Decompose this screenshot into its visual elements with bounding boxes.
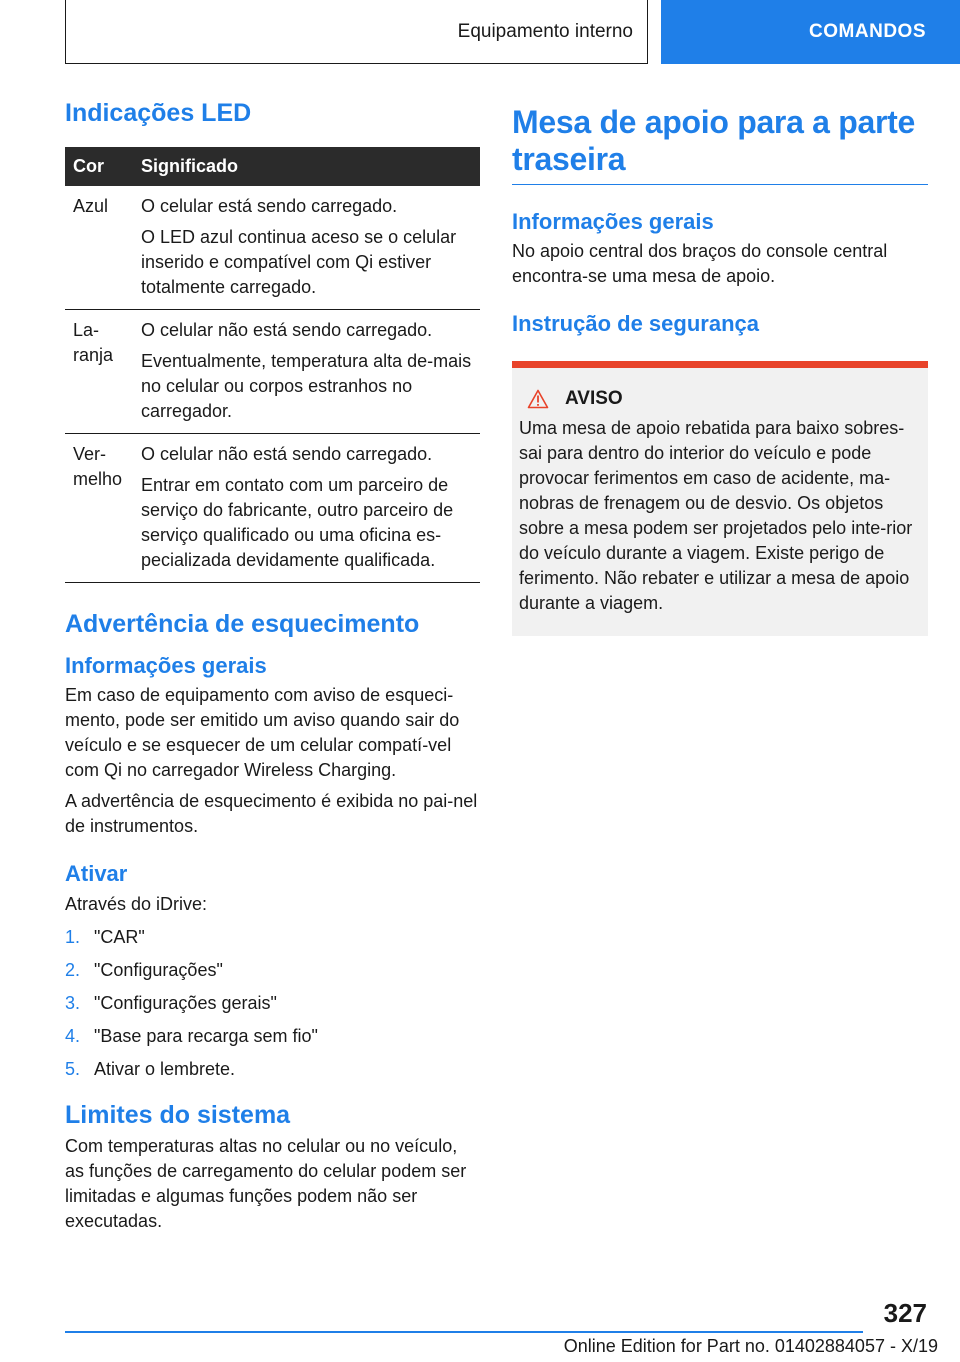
- meaning-line: O celular está sendo carregado.: [141, 196, 398, 216]
- system-limits-paragraph: Com temperaturas altas no celular ou no veículo, as funções de carregamento do celular podem ser limitadas e algumas funções podem não ser executadas.: [65, 1135, 467, 1231]
- forget-paragraph-2: A advertência de esquecimento é exibida no pai-nel de instrumentos.: [65, 791, 478, 837]
- activate-steps-list: [65, 925, 480, 1090]
- forget-info-heading: Informações gerais: [65, 653, 267, 678]
- table-cell-color: [65, 434, 133, 583]
- right-column: [512, 98, 928, 636]
- forget-paragraph-1: Em caso de equipamento com aviso de esqueci-mento, pode ser emitido um aviso quando sair do veículo e se esquecer de um celular compatí-vel com Qi no carregador Wireless Charging.: [65, 685, 460, 781]
- warning-triangle-icon: [527, 389, 549, 409]
- list-item: [65, 1057, 480, 1090]
- table-cell-meaning: [133, 186, 480, 310]
- warning-header: [519, 388, 922, 410]
- color-laranja: La-ranja: [73, 320, 114, 365]
- safety-heading: Instrução de segurança: [512, 311, 759, 337]
- rear-info-paragraph: No apoio central dos braços do console central encontra-se uma mesa de apoio.: [512, 241, 888, 287]
- list-item: [65, 991, 480, 1024]
- section-header-tab: [65, 0, 648, 64]
- warning-box: [512, 361, 928, 636]
- left-column: [65, 98, 480, 1234]
- led-table-header-row: [65, 147, 480, 186]
- heading-rule: [512, 184, 928, 186]
- rear-info-heading: Informações gerais: [512, 209, 714, 235]
- meaning-line: O celular não está sendo carregado.: [141, 444, 433, 464]
- color-vermelho: Ver-melho: [73, 444, 123, 489]
- activate-heading: Ativar: [65, 861, 128, 887]
- edition-footer: Online Edition for Part no. 01402884057 - X/19: [563, 1336, 938, 1356]
- table-row: [65, 186, 480, 310]
- led-indications-heading: Indicações LED: [65, 99, 252, 127]
- table-cell-color: [65, 310, 133, 434]
- step-number: 2.: [65, 959, 81, 980]
- step-text: Ativar o lembrete.: [94, 1058, 236, 1079]
- step-number: 1.: [65, 926, 81, 947]
- system-limits-heading: Limites do sistema: [65, 1100, 291, 1129]
- list-item: [65, 958, 480, 991]
- meaning-line: O celular não está sendo carregado.: [141, 320, 433, 340]
- step-text: "Configurações": [94, 959, 223, 980]
- step-text: "CAR": [94, 926, 145, 947]
- footer-rule: [65, 1331, 863, 1333]
- page-number: 327: [883, 1298, 927, 1328]
- activate-intro: Através do iDrive:: [65, 893, 208, 914]
- chapter-title: COMANDOS: [809, 21, 926, 42]
- color-azul: Azul: [73, 196, 109, 216]
- table-row: [65, 310, 480, 434]
- led-table: [65, 147, 480, 583]
- table-header-meaning: Significado: [133, 147, 480, 186]
- table-header-color: Cor: [65, 147, 133, 186]
- meaning-line: O LED azul continua aceso se o celular inserido e compatível com Qi estiver totalmente carregado.: [141, 227, 457, 297]
- table-cell-color: [65, 186, 133, 310]
- chapter-header-tab: [661, 0, 960, 64]
- list-item: [65, 925, 480, 958]
- table-row: [65, 434, 480, 583]
- step-number: 4.: [65, 1025, 81, 1046]
- warning-label: AVISO: [565, 387, 623, 409]
- table-cell-meaning: [133, 310, 480, 434]
- table-cell-meaning: [133, 434, 480, 583]
- step-text: "Configurações gerais": [94, 992, 277, 1013]
- warning-text: Uma mesa de apoio rebatida para baixo sobres-sai para dentro do interior do veículo e pode provocar ferimentos em caso de acidente, ma-nobras de frenagem ou de desvio. Os objetos sobre a mesa podem ser projetados pelo inte-rior do veículo durante a viagem. Existe perigo de ferimento. Não rebater e utilizar a mesa de apoio durante a viagem.: [519, 417, 913, 613]
- rear-table-heading: Mesa de apoio para a parte traseira: [512, 104, 916, 177]
- step-text: "Base para recarga sem fio": [94, 1025, 318, 1046]
- section-title: Equipamento interno: [457, 20, 633, 42]
- meaning-line: Eventualmente, temperatura alta de-mais no celular ou corpos estranhos no carregador.: [141, 351, 472, 421]
- forget-warning-heading: Advertência de esquecimento: [65, 610, 420, 638]
- meaning-line: Entrar em contato com um parceiro de serviço do fabricante, outro parceiro de serviço qualificado ou uma oficina es-pecializada devidamente qualificada.: [141, 475, 454, 570]
- list-item: [65, 1024, 480, 1057]
- step-number: 5.: [65, 1058, 81, 1079]
- step-number: 3.: [65, 992, 81, 1013]
